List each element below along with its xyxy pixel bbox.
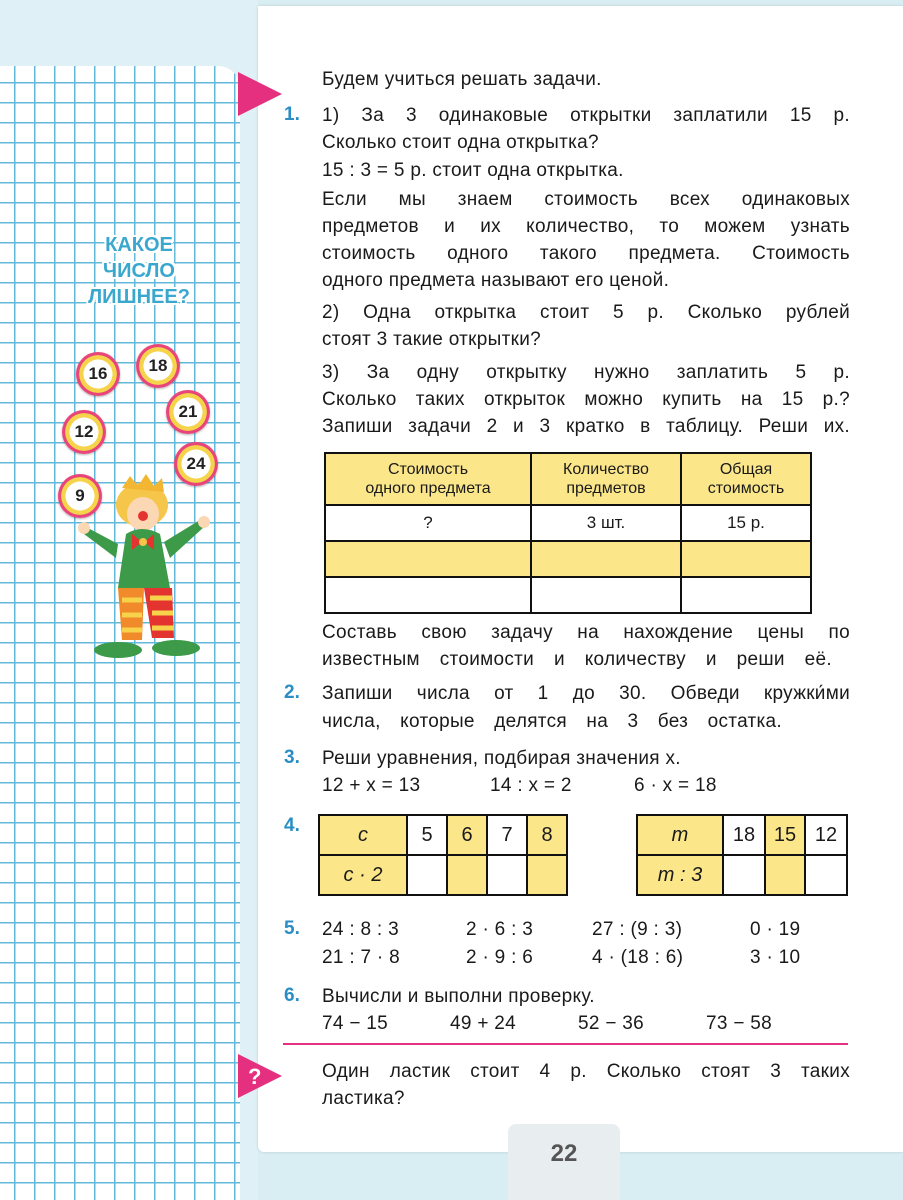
task1-after-line: Составь свою задачу на нахождение цены по [322,622,850,643]
question-line: Один ластик стоит 4 р. Сколько стоят 3 таких [322,1061,850,1082]
table-cell [805,855,847,895]
table-cell: 5 [407,815,447,855]
task-number: 2. [284,682,300,703]
table-cell [447,855,487,895]
expression: 49 + 24 [450,1013,517,1034]
task1-after-line: известным стоимости и количеству и реши её. [322,649,832,670]
task-number: 1. [284,104,300,125]
table-cell [723,855,765,895]
task2-line: числа, которые делятся на 3 без остатка. [322,711,782,732]
clown-illustration [52,470,230,670]
juggling-ball: 21 [166,390,210,434]
table-row [637,855,847,895]
table-cell [681,577,811,613]
header-text: Стоимость [387,461,469,478]
table-cell: ? [325,505,531,541]
task-number: 6. [284,985,300,1006]
task3-line: Реши уравнения, подбирая значения x. [322,748,681,769]
side-title-line: ЧИСЛО [103,260,175,282]
header-text: стоимость [707,480,785,497]
table-row-empty [325,577,811,613]
juggling-ball: 24 [174,442,218,486]
table-header-cell [531,453,681,505]
task1-line: стоят 3 такие открытки? [322,329,541,350]
expression: 74 − 15 [322,1013,389,1034]
question-icon: ? [248,1064,262,1089]
header-text: предметов [566,480,646,497]
juggling-ball: 9 [58,474,102,518]
table-cell [325,541,531,577]
table-row [637,815,847,855]
price-table [324,452,812,614]
task1-line: 2) Одна открытка стоит 5 р. Сколько рублей [322,302,850,323]
juggling-ball: 16 [76,352,120,396]
expression: 0 · 19 [750,919,801,940]
table-row [319,855,567,895]
table-row [319,815,567,855]
task1-line: предметов и их количество, то можем узнать [322,216,850,237]
task1-line: Сколько стоит одна открытка? [322,132,599,153]
expression: 73 − 58 [706,1013,773,1034]
table-row [325,505,811,541]
table-header-cell [325,453,531,505]
task1-line: Если мы знаем стоимость всех одинаковых [322,189,850,210]
table-cell: c [319,815,407,855]
question-line: ластика? [322,1088,405,1109]
table-row-empty [325,541,811,577]
expression: 24 : 8 : 3 [322,919,399,940]
expression: 21 : 7 · 8 [322,947,400,968]
expression-table-m [636,814,848,896]
table-header-cell [681,453,811,505]
header-text: одного предмета [365,480,491,497]
lesson-title: Будем учиться решать задачи. [322,69,602,90]
table-cell [325,577,531,613]
expression: 52 − 36 [578,1013,645,1034]
expression: 2 · 9 : 6 [466,947,534,968]
table-cell: 12 [805,815,847,855]
table-cell: 15 [765,815,805,855]
equation: 14 : x = 2 [490,775,572,796]
header-text: Общая [719,461,773,478]
table-cell: 6 [447,815,487,855]
table-cell: 8 [527,815,567,855]
table-cell [531,577,681,613]
equation: 12 + x = 13 [322,775,421,796]
expression: 3 · 10 [750,947,801,968]
table-cell [531,541,681,577]
table-header-row [325,453,811,505]
expression: 2 · 6 : 3 [466,919,534,940]
side-title [76,232,202,310]
divider [283,1043,848,1045]
task1-line: одного предмета называют его ценой. [322,270,670,291]
task1-line: 3) За одну открытку нужно заплатить 5 р. [322,362,850,383]
table-cell: 7 [487,815,527,855]
task1-line: 1) За 3 одинаковые открытки заплатили 15 р. [322,105,850,126]
expression-table-c [318,814,568,896]
task-number: 3. [284,747,300,768]
task1-line: Запиши задачи 2 и 3 кратко в таблицу. Реши их. [322,416,850,437]
equation: 6 · x = 18 [634,775,717,796]
header-text: Количество [563,461,649,478]
section-arrow-marker [238,72,282,116]
task-number: 4. [284,815,300,836]
table-cell [487,855,527,895]
page-number: 22 [550,1140,578,1167]
table-cell: 15 р. [681,505,811,541]
expression: 27 : (9 : 3) [592,919,683,940]
table-cell: m : 3 [637,855,723,895]
juggling-ball: 18 [136,344,180,388]
task6-line: Вычисли и выполни проверку. [322,986,595,1007]
table-cell: 18 [723,815,765,855]
expression: 4 · (18 : 6) [592,947,684,968]
table-cell [407,855,447,895]
task1-line: стоимость одного такого предмета. Стоимость [322,243,850,264]
table-cell [527,855,567,895]
table-cell: 3 шт. [531,505,681,541]
table-cell [681,541,811,577]
juggling-ball: 12 [62,410,106,454]
task2-line: Запиши числа от 1 до 30. Обведи кружки́ми [322,683,850,704]
side-title-line: ЛИШНЕЕ? [88,286,190,308]
task-number: 5. [284,918,300,939]
table-cell: c · 2 [319,855,407,895]
table-cell [765,855,805,895]
task1-line: 15 : 3 = 5 р. стоит одна открытка. [322,160,624,181]
task1-line: Сколько таких открыток можно купить на 15 р.? [322,389,850,410]
table-cell: m [637,815,723,855]
side-title-line: КАКОЕ [105,234,173,256]
